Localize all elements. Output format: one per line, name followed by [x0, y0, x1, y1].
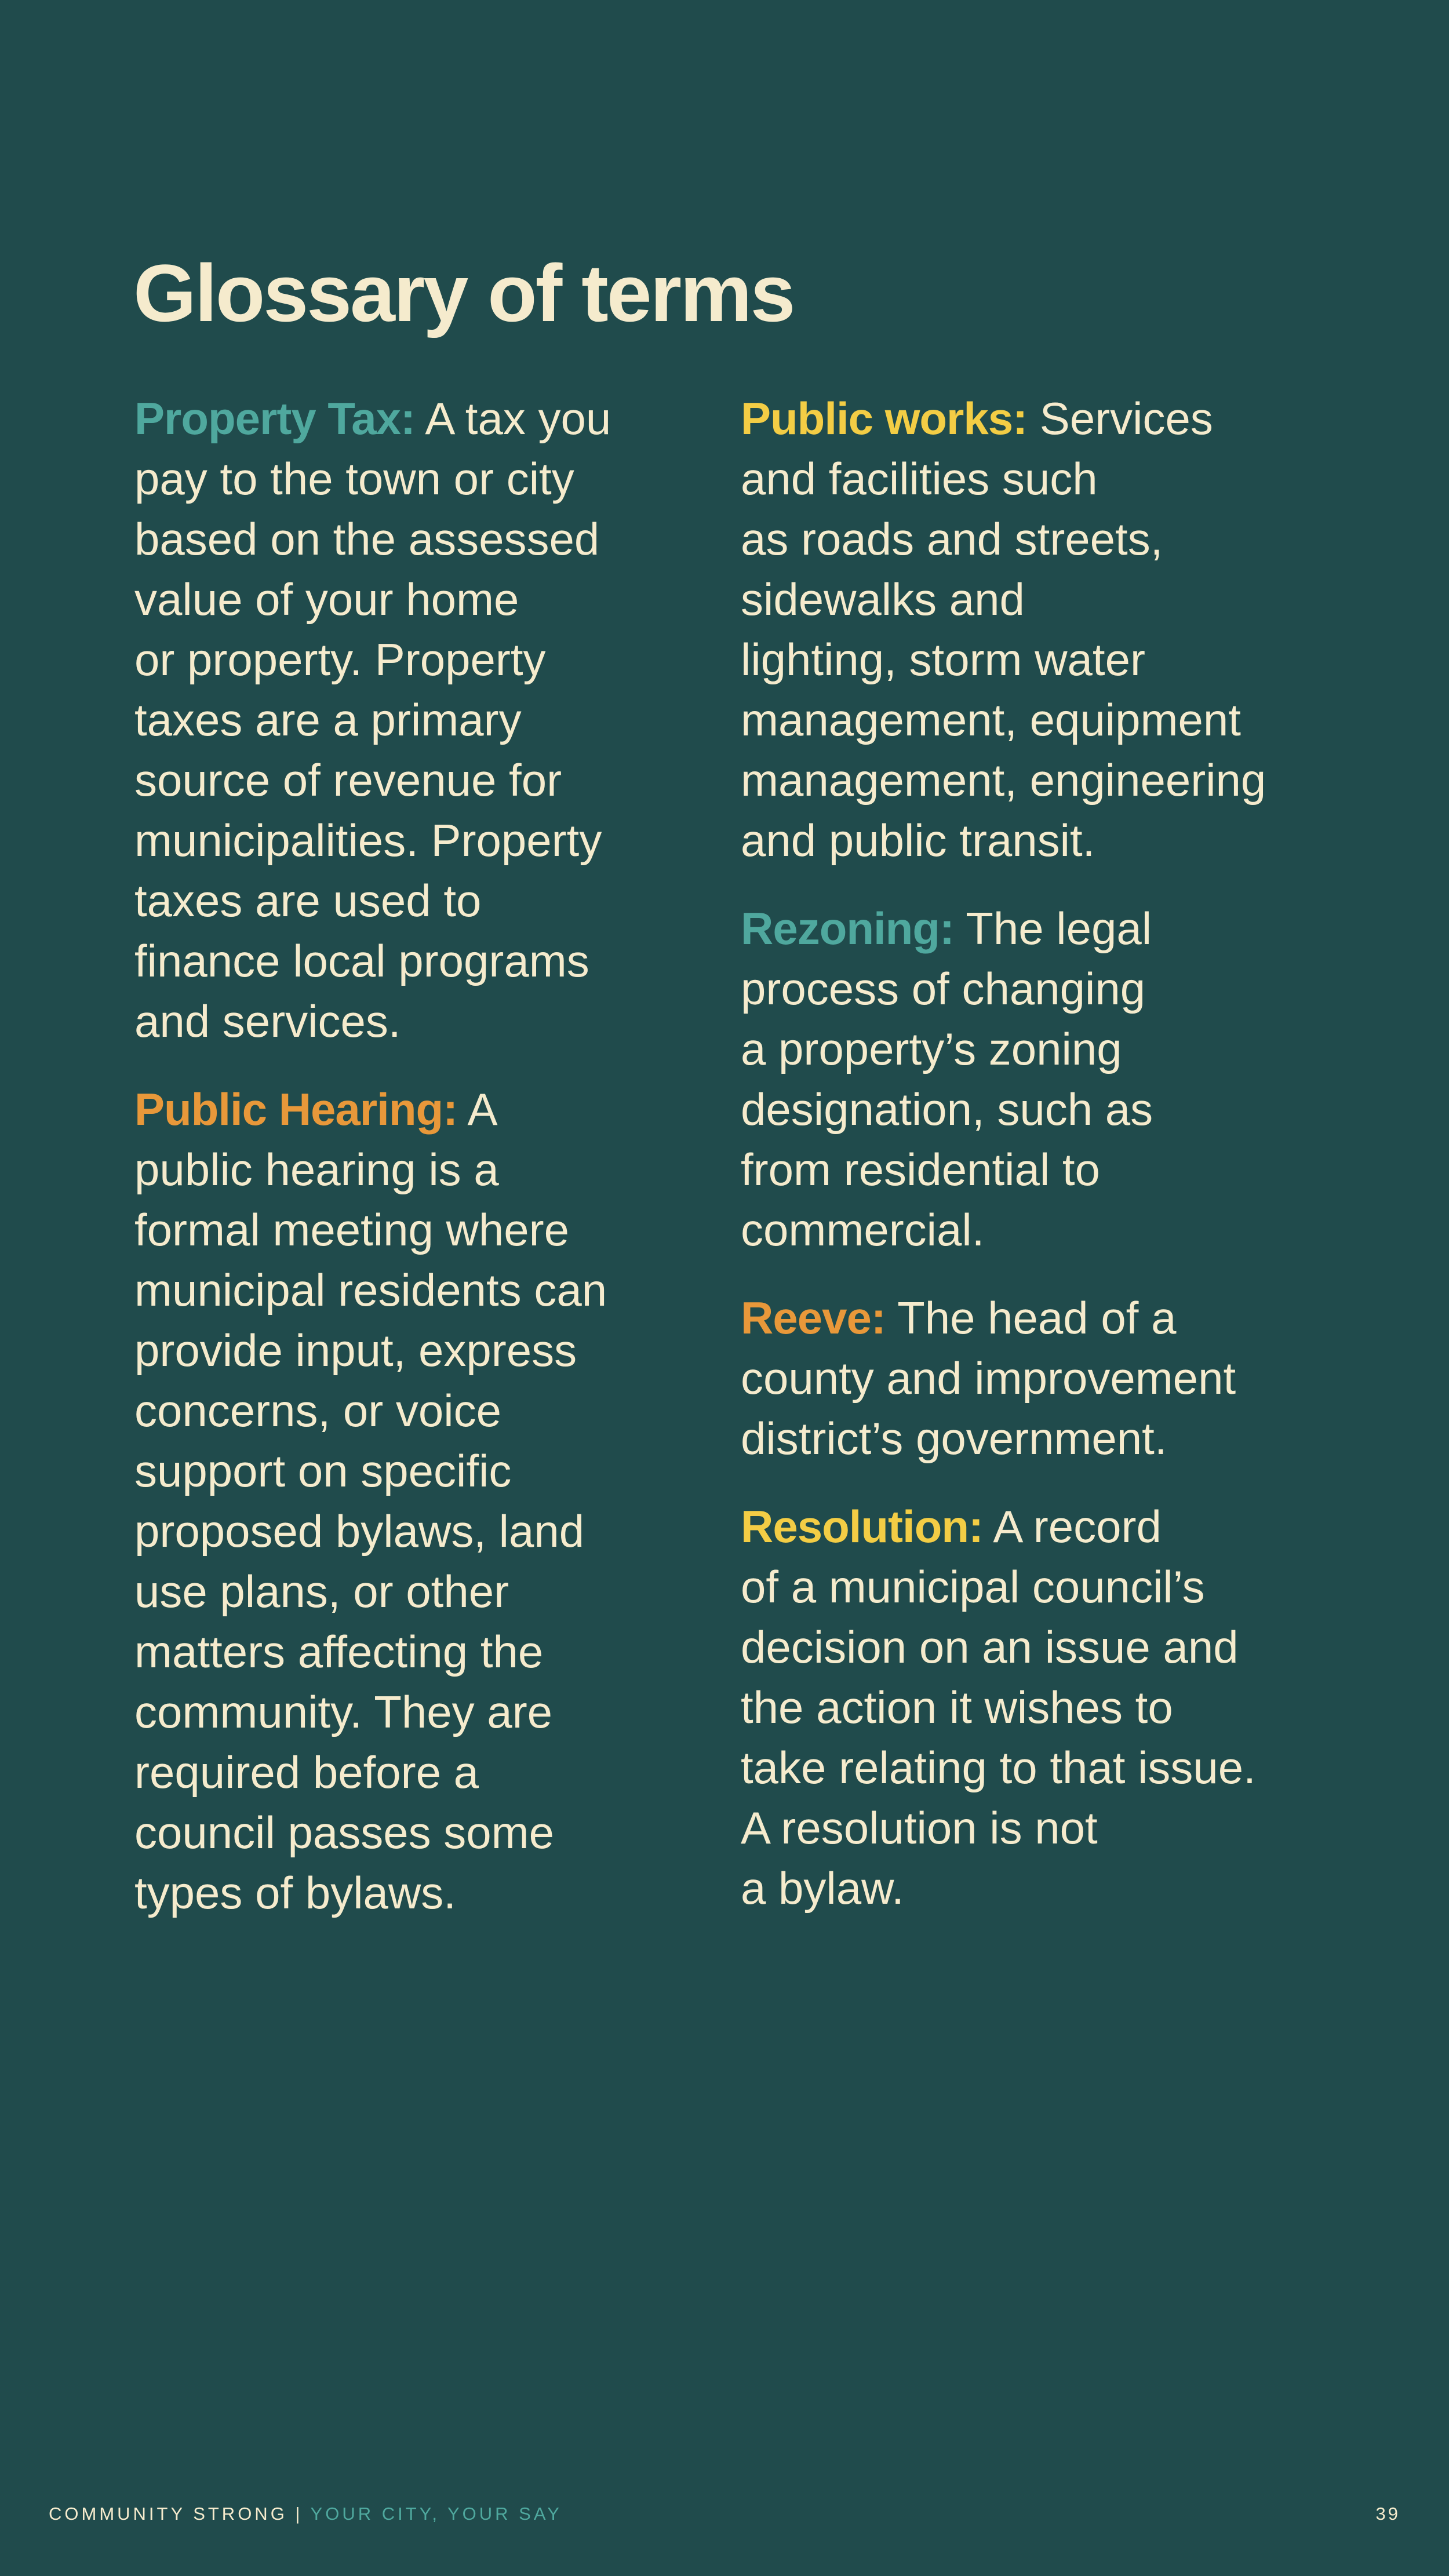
definition-line	[134, 1380, 714, 1441]
footer-brand: COMMUNITY STRONG	[49, 2504, 287, 2524]
definition-text: required before a	[134, 1747, 479, 1798]
definition-line	[134, 1802, 714, 1863]
glossary-term: Reeve:	[741, 1292, 886, 1343]
definition-text: management, equipment	[741, 694, 1241, 745]
definition-text: from residential to	[741, 1144, 1100, 1195]
definition-text: types of bylaws.	[134, 1867, 456, 1918]
definition-line	[741, 810, 1320, 870]
definition-line	[741, 1496, 1320, 1557]
glossary-entry	[741, 898, 1320, 1260]
glossary-entry	[741, 1288, 1320, 1469]
definition-line	[741, 1677, 1320, 1737]
definition-line	[741, 1288, 1320, 1348]
definition-text: take relating to that issue.	[741, 1742, 1256, 1793]
glossary-entry	[741, 1496, 1320, 1918]
page-title: Glossary of terms	[133, 247, 794, 338]
definition-line	[741, 1617, 1320, 1677]
definition-line	[134, 449, 714, 509]
definition-line	[134, 1200, 714, 1260]
definition-line	[134, 1260, 714, 1320]
definition-line	[741, 629, 1320, 690]
footer	[49, 2504, 562, 2524]
definition-line	[741, 959, 1320, 1019]
definition-line	[134, 509, 714, 569]
definition-text: A	[467, 1084, 498, 1135]
glossary-term: Rezoning:	[741, 903, 954, 954]
definition-line	[134, 690, 714, 750]
definition-text: provide input, express	[134, 1325, 577, 1376]
definition-line	[134, 1079, 714, 1139]
definition-line	[741, 1557, 1320, 1617]
definition-text: county and improvement	[741, 1353, 1236, 1404]
definition-text: decision on an issue and	[741, 1622, 1239, 1673]
glossary-term: Public works:	[741, 393, 1028, 444]
definition-text: the action it wishes to	[741, 1682, 1173, 1733]
definition-line	[134, 1441, 714, 1501]
definition-text: source of revenue for	[134, 755, 562, 806]
definition-text: A tax you	[425, 393, 611, 444]
definition-text: The head of a	[897, 1292, 1177, 1343]
definition-text: Services	[1039, 393, 1213, 444]
definition-line	[134, 1139, 714, 1200]
definition-line	[741, 449, 1320, 509]
definition-text: a bylaw.	[741, 1863, 904, 1914]
definition-text: A resolution is not	[741, 1802, 1098, 1853]
footer-tagline: YOUR CITY, YOUR SAY	[310, 2504, 562, 2524]
definition-text: management, engineering	[741, 755, 1266, 806]
definition-text: municipalities. Property	[134, 815, 602, 866]
definition-text: commercial.	[741, 1204, 985, 1255]
definition-text: and facilities such	[741, 453, 1098, 504]
definition-text: or property. Property	[134, 634, 546, 685]
definition-line	[134, 870, 714, 931]
definition-line	[741, 1348, 1320, 1408]
definition-text: pay to the town or city	[134, 453, 574, 504]
glossary-term: Resolution:	[741, 1501, 983, 1552]
definition-text: proposed bylaws, land	[134, 1506, 585, 1557]
definition-text: a property’s zoning	[741, 1023, 1122, 1074]
definition-line	[741, 1798, 1320, 1858]
definition-text: The legal	[966, 903, 1152, 954]
definition-text: as roads and streets,	[741, 513, 1163, 564]
glossary-term: Property Tax:	[134, 393, 416, 444]
definition-line	[741, 1019, 1320, 1079]
definition-line	[134, 991, 714, 1051]
definition-text: process of changing	[741, 963, 1146, 1014]
definition-text: community. They are	[134, 1686, 553, 1737]
definition-text: taxes are a primary	[134, 694, 522, 745]
definition-text: lighting, storm water	[741, 634, 1145, 685]
definition-text: based on the assessed	[134, 513, 600, 564]
definition-line	[741, 1200, 1320, 1260]
definition-text: and services.	[134, 996, 401, 1047]
definition-text: support on specific	[134, 1445, 512, 1496]
definition-text: municipal residents can	[134, 1265, 607, 1316]
definition-line	[741, 750, 1320, 810]
definition-text: public hearing is a	[134, 1144, 499, 1195]
glossary-column-left	[134, 388, 714, 1951]
definition-line	[741, 509, 1320, 569]
definition-line	[741, 898, 1320, 959]
definition-line	[741, 569, 1320, 629]
definition-line	[134, 388, 714, 449]
definition-line	[741, 690, 1320, 750]
definition-line	[134, 629, 714, 690]
definition-text: formal meeting where	[134, 1204, 569, 1255]
definition-line	[134, 1561, 714, 1622]
definition-line	[741, 1858, 1320, 1918]
definition-text: concerns, or voice	[134, 1385, 501, 1436]
definition-text: matters affecting the	[134, 1626, 544, 1677]
definition-line	[741, 388, 1320, 449]
definition-line	[134, 750, 714, 810]
glossary-term: Public Hearing:	[134, 1084, 458, 1135]
definition-text: district’s government.	[741, 1413, 1167, 1464]
definition-line	[134, 1501, 714, 1561]
definition-text: value of your home	[134, 574, 519, 625]
definition-line	[741, 1408, 1320, 1469]
definition-line	[134, 1622, 714, 1682]
definition-text: taxes are used to	[134, 875, 482, 926]
definition-line	[134, 1742, 714, 1802]
glossary-entry	[134, 1079, 714, 1923]
definition-text: use plans, or other	[134, 1566, 509, 1617]
definition-line	[134, 569, 714, 629]
definition-line	[741, 1139, 1320, 1200]
definition-line	[134, 810, 714, 870]
definition-line	[134, 1682, 714, 1742]
page-number: 39	[1375, 2504, 1400, 2524]
glossary-entry	[134, 388, 714, 1051]
definition-text: designation, such as	[741, 1084, 1153, 1135]
definition-text: sidewalks and	[741, 574, 1025, 625]
definition-line	[134, 1320, 714, 1380]
glossary-column-right	[741, 388, 1320, 1946]
definition-text: A record	[993, 1501, 1162, 1552]
definition-text: and public transit.	[741, 815, 1095, 866]
definition-text: finance local programs	[134, 935, 589, 986]
definition-line	[741, 1737, 1320, 1798]
definition-text: of a municipal council’s	[741, 1561, 1205, 1612]
definition-text: council passes some	[134, 1807, 555, 1858]
glossary-entry	[741, 388, 1320, 870]
definition-line	[134, 1863, 714, 1923]
definition-line	[741, 1079, 1320, 1139]
definition-line	[134, 931, 714, 991]
footer-separator: |	[287, 2504, 311, 2524]
